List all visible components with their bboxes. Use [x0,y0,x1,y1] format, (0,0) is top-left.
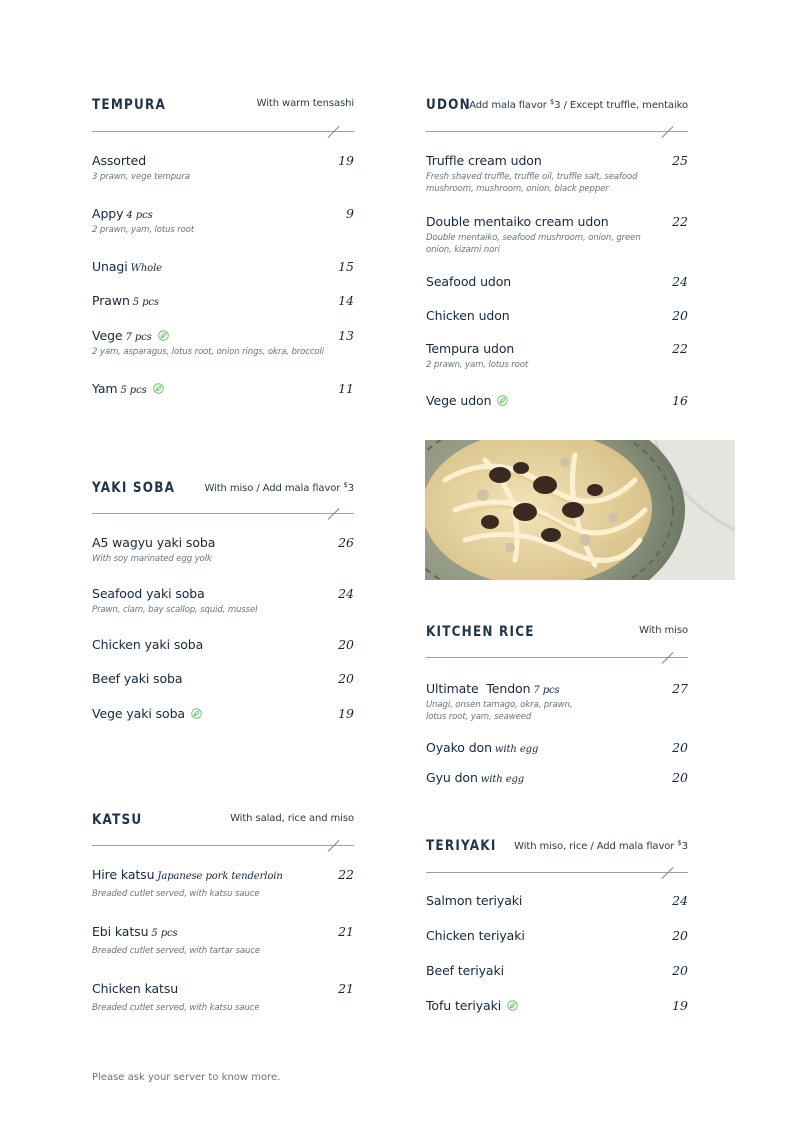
item-name: Yam 5 pcs [92,381,164,397]
section-note: With miso, rice / Add mala flavor $3 [514,839,688,852]
item-price: 11 [338,381,354,396]
section-title: KATSU [92,812,143,828]
item-price: 15 [338,259,354,274]
item-description: Breaded cutlet served, with katsu sauce [92,1003,260,1013]
section-divider [92,124,354,138]
section-tempura [92,97,354,396]
section-header [426,624,688,644]
item-price: 20 [338,637,354,652]
item-price: 27 [672,681,688,696]
item-description: Fresh shaved truffle, truffle oil, truffle salt, seafood mushroom, mushroom, onion, black pepper [426,172,638,194]
section-divider [426,124,688,138]
section-note: With miso [639,625,688,636]
item-name: Beef teriyaki [426,963,505,978]
section-header [92,480,354,500]
item-price: 20 [672,963,688,978]
item-name: A5 wagyu yaki soba [92,535,216,550]
item-price: 16 [672,393,688,408]
item-quantity: 5 pcs [151,928,178,939]
section-header [92,97,354,117]
item-name: Tempura udon [426,341,515,356]
section-katsu [92,812,354,1013]
item-description: 3 prawn, vege tempura [92,172,190,182]
leaf-icon [153,382,164,397]
item-quantity: with egg [480,774,525,785]
section-udon [426,97,688,408]
item-price: 26 [338,535,354,550]
item-price: 20 [672,770,688,785]
item-price: 21 [338,924,354,939]
section-header [426,838,688,858]
item-name: Gyu don with egg [426,770,525,785]
section-header [92,812,354,832]
item-name: Prawn 5 pcs [92,293,159,308]
section-title: YAKI SOBA [92,480,176,496]
item-quantity: with egg [494,744,539,755]
item-quantity: Japanese pork tenderloin [157,871,283,882]
item-price: 14 [338,293,354,308]
leaf-icon [158,329,169,344]
item-price: 19 [338,153,354,168]
item-price: 24 [672,893,688,908]
item-quantity: 5 pcs [132,297,159,308]
item-price: 25 [672,153,688,168]
section-note: With salad, rice and miso [230,813,354,824]
section-title: TEMPURA [92,97,167,113]
item-name: Beef yaki soba [92,671,183,686]
item-name: Tofu teriyaki [426,998,518,1014]
item-name: Chicken teriyaki [426,928,525,943]
item-quantity: Whole [130,263,162,274]
item-name: Vege yaki soba [92,706,202,722]
item-name: Unagi Whole [92,259,162,274]
item-description: Breaded cutlet served, with tartar sauce [92,946,261,956]
item-price: 19 [338,706,354,721]
item-price: 20 [672,308,688,323]
item-description: Unagi, onsen tamago, okra, prawn, lotus root, yam, seaweed [426,700,573,722]
item-price: 20 [672,928,688,943]
item-name: Ebi katsu 5 pcs [92,924,178,939]
item-name: Appy 4 pcs [92,206,153,221]
footer-note: Please ask your server to know more. [92,1072,281,1083]
section-header [426,97,688,117]
udon-noodles-with-truffle-photo [425,440,735,580]
section-note: With miso / Add mala flavor $3 [204,481,354,494]
item-name: Salmon teriyaki [426,893,523,908]
leaf-icon [191,707,202,722]
item-name: Ultimate Tendon 7 pcs [426,681,560,696]
item-name: Chicken udon [426,308,510,323]
item-description: Double mentaiko, seafood mushroom, onion, green onion, kizami nori [426,233,641,255]
section-note: With warm tensashi [256,98,354,109]
item-name: Double mentaiko cream udon [426,214,609,229]
section-divider [92,506,354,520]
leaf-icon [507,999,518,1014]
item-quantity: 7 pcs [125,332,152,343]
item-name: Chicken yaki soba [92,637,204,652]
section-teriyaki [426,838,688,1013]
section-yaki-soba [92,480,354,721]
section-divider [426,650,688,664]
item-quantity: 7 pcs [533,685,560,696]
section-kitchen-rice [426,624,688,785]
item-name: Hire katsu Japanese pork tenderloin [92,867,283,882]
leaf-icon [497,394,508,409]
item-price: 22 [672,214,688,229]
item-description: Breaded cutlet served, with katsu sauce [92,889,260,899]
item-price: 22 [338,867,354,882]
item-name: Vege udon [426,393,508,409]
item-price: 19 [672,998,688,1013]
item-quantity: 5 pcs [120,385,147,396]
item-price: 21 [338,981,354,996]
item-quantity: 4 pcs [126,210,153,221]
section-title: TERIYAKI [426,838,497,854]
item-name: Truffle cream udon [426,153,542,168]
item-name: Seafood udon [426,274,512,289]
item-price: 24 [338,586,354,601]
item-description: 2 prawn, yam, lotus root [426,360,529,370]
item-price: 22 [672,341,688,356]
item-name: Vege 7 pcs [92,328,169,344]
section-divider [92,838,354,852]
item-name: Oyako don with egg [426,740,539,755]
section-title: KITCHEN RICE [426,624,535,640]
item-price: 20 [672,740,688,755]
item-price: 20 [338,671,354,686]
section-divider [426,865,688,879]
section-note: Add mala flavor $3 / Except truffle, mentaiko [469,98,688,111]
item-price: 13 [338,328,354,343]
item-description: With soy marinated egg yolk [92,554,212,564]
item-description: Prawn, clam, bay scallop, squid, mussel [92,605,258,615]
section-title: UDON [426,97,471,113]
item-description: 2 prawn, yam, lotus root [92,225,195,235]
item-price: 9 [346,206,354,221]
item-name: Assorted [92,153,147,168]
item-name: Chicken katsu [92,981,179,996]
item-price: 24 [672,274,688,289]
item-description: 2 yam, asparagus, lotus root, onion rings, okra, broccoli [92,347,325,357]
item-name: Seafood yaki soba [92,586,205,601]
